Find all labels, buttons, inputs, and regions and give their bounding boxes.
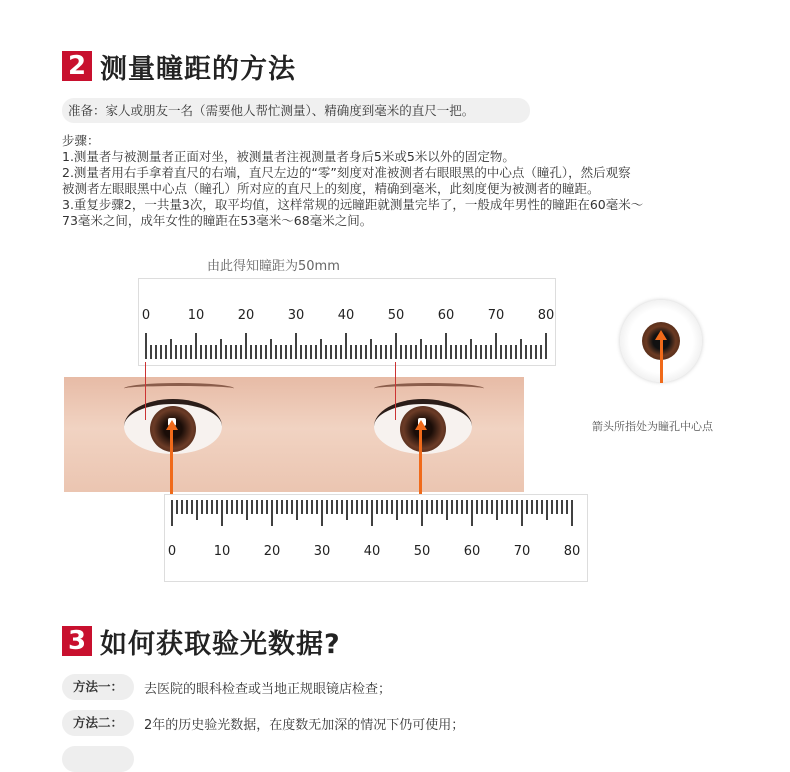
top-ruler-scale	[139, 279, 555, 365]
method-text: 2年的历史验光数据，在度数无加深的情况下仍可使用；	[144, 717, 465, 733]
ruler-tick-label: 10	[213, 544, 231, 559]
section-title: 测量瞳距的方法	[100, 53, 296, 85]
preparation-note: 准备：家人或朋友一名（需要他人帮忙测量）、精确度到毫米的直尺一把。	[62, 98, 530, 123]
left-eyebrow	[374, 383, 484, 394]
section-title: 如何获取验光数据?	[100, 628, 341, 660]
method-text: 去医院的眼科检查或当地正规眼镜店检查；	[144, 681, 392, 697]
pupil-center-note: 箭头所指处为瞳孔中心点	[592, 420, 713, 433]
top-ruler	[138, 278, 556, 366]
ruler-tick-label: 50	[413, 544, 431, 559]
section-number-badge: 2	[62, 51, 92, 81]
ruler-tick-label: 20	[237, 308, 255, 323]
bottom-ruler-scale	[165, 495, 587, 581]
right-eyebrow	[124, 383, 234, 394]
figure-caption: 由此得知瞳距为50mm	[207, 259, 340, 274]
method-row-3-partial	[62, 746, 134, 772]
pupil-center-arrow	[660, 335, 663, 383]
method-label-partial	[62, 746, 134, 772]
ruler-tick-label: 80	[537, 308, 555, 323]
ruler-tick-label: 80	[563, 544, 581, 559]
method-row-1	[62, 674, 391, 700]
left-pupil-arrow	[419, 429, 422, 495]
step-2: 2.测量者用右手拿着直尺的右端，直尺左边的“零”刻度对准被测者右眼眼黑的中心点（瞳孔），然后观察 被测者左眼眼黑中心点（瞳孔）所对应的直尺上的刻度，精确到毫米，此刻度便为被测者的瞳距。	[62, 165, 631, 196]
zero-guide-line	[145, 362, 146, 420]
ruler-tick-label: 10	[187, 308, 205, 323]
pupil-center-arrow-head	[655, 330, 667, 340]
section-2-header	[62, 47, 296, 85]
right-pupil-arrow	[170, 429, 173, 495]
ruler-tick-label: 40	[363, 544, 381, 559]
section-number-badge: 3	[62, 626, 92, 656]
ruler-tick-label: 70	[513, 544, 531, 559]
fifty-guide-line	[395, 362, 396, 420]
method-label: 方法二：	[62, 710, 134, 736]
method-label: 方法一：	[62, 674, 134, 700]
section-3-header	[62, 622, 341, 660]
ruler-tick-label: 60	[463, 544, 481, 559]
ruler-tick-label: 20	[263, 544, 281, 559]
bottom-ruler	[164, 494, 588, 582]
steps-heading: 步骤：	[62, 133, 100, 148]
ruler-tick-label: 40	[337, 308, 355, 323]
ruler-tick-label: 30	[313, 544, 331, 559]
steps-block	[62, 133, 722, 229]
ruler-tick-label: 50	[387, 308, 405, 323]
ruler-tick-label: 70	[487, 308, 505, 323]
method-row-2	[62, 710, 464, 736]
ruler-tick-label: 30	[287, 308, 305, 323]
ruler-tick-label: 60	[437, 308, 455, 323]
eyes-photo	[64, 377, 524, 492]
ruler-tick-label: 0	[167, 544, 177, 559]
ruler-tick-label: 0	[141, 308, 151, 323]
step-1: 1.测量者与被测量者正面对坐，被测量者注视测量者身后5米或5米以外的固定物。	[62, 149, 515, 164]
step-3: 3.重复步骤2，一共量3次，取平均值，这样常规的远瞳距就测量完毕了，一般成年男性的瞳距在60毫米～ 73毫米之间，成年女性的瞳距在53毫米～68毫米之间。	[62, 197, 644, 228]
